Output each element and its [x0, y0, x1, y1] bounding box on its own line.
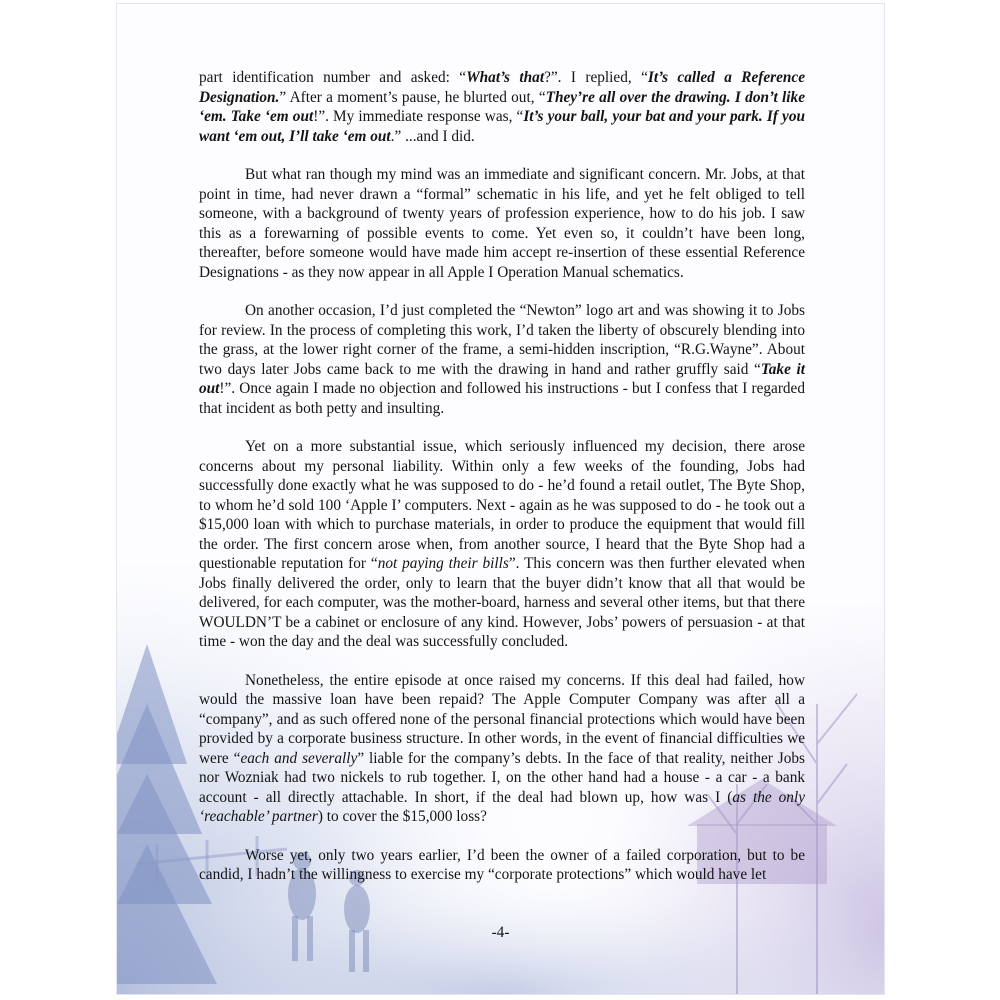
text-run: ”. This concern was then further elevated when Jobs finally delivered the order, only to learn that the buyer didn’t know that all that would be delivered, for each computer, was the mother-board, harness and several other items, but that there WOULDN’T be a cabinet or enclosure of any kind. However, Jobs’ powers of persuasion - at that time - won the day and the deal was successfully concluded. — [199, 555, 805, 650]
text-run: Worse yet, only two years earlier, I’d been the owner of a failed corporation, but to be candid, I hadn’t the willingness to exercise my “corporate protections” which would have let — [199, 846, 805, 883]
text-run: ” After a moment’s pause, he blurted out, “ — [279, 88, 546, 106]
text-run: ?”. I replied, “ — [544, 69, 648, 86]
document-page — [117, 4, 884, 994]
emphasized-text: It’s called a Reference Designation. — [199, 69, 805, 106]
paragraph — [199, 68, 805, 146]
paragraph — [199, 437, 805, 652]
text-run: ” liable for the company’s debts. In the face of that reality, neither Jobs nor Wozniak had two nickels to rub together. I, on the other hand had a house - a car - a bank account - all directly attachable. In short, if the deal had blown up, how was I ( — [199, 749, 806, 806]
text-run: !”. Once again I made no objection and followed his instructions - but I confess that I regarded that incident as both petty and insulting. — [199, 380, 805, 417]
body-text — [199, 68, 805, 904]
paragraph — [199, 301, 805, 418]
emphasized-text: Take it out — [199, 360, 805, 397]
text-run: Yet on a more substantial issue, which seriously influenced my decision, there arose concerns about my personal liability. Within only a few weeks of the founding, Jobs had successfully done exactly what he was supposed to do - he’d found a retail outlet, The Byte Shop, to whom he’d sold 100 ‘Apple I’ computers. Next - again as he was supposed to do - he took out a $15,000 loan with which to purchase materials, in order to produce the equipment that would fill the order. The first concern arose when, from another source, I heard that the Byte Shop had a questionable reputation for “ — [199, 438, 805, 572]
emphasized-text: It’s your ball, your bat and your park. If you want ‘em out, I’ll take ‘em out — [199, 108, 805, 145]
text-run: !”. My immediate response was, “ — [313, 108, 524, 125]
emphasized-text: each and severally — [240, 749, 358, 767]
emphasized-text: They’re all over the drawing. I don’t like ‘em. Take ‘em out — [199, 88, 805, 125]
paragraph — [199, 165, 805, 282]
paragraph — [199, 671, 805, 827]
paragraph — [199, 846, 805, 885]
emphasized-text: What’s that — [466, 69, 545, 86]
text-run: ) to cover the $15,000 loss? — [317, 808, 487, 825]
text-run: part identification number and asked: “ — [199, 69, 467, 86]
text-run: But what ran though my mind was an immediate and significant concern. Mr. Jobs, at that point in time, had never drawn a “formal” schematic in his life, and yet he felt obliged to tell someone, with a background of twenty years of profession experience, how to do his job. I saw this as a forewarning of possible events to come. Yet even so, it couldn’t have been long, thereafter, before someone would have made him accept re-insertion of these essential Reference Designations - as they now appear in all Apple I Operation Manual schematics. — [199, 166, 805, 281]
emphasized-text: not paying their bills — [377, 555, 509, 572]
text-run: .” ...and I did. — [390, 127, 475, 145]
emphasized-text: as the only ‘reachable’ partner — [199, 788, 805, 825]
text-run: On another occasion, I’d just completed the “Newton” logo art and was showing it to Jobs for review. In the process of completing this work, I’d taken the liberty of obscurely blending into the grass, at the lower right corner of the frame, a semi-hidden inscription, “R.G.Wayne”. About two days later Jobs came back to me with the drawing in hand and rather gruffly said “ — [199, 302, 805, 378]
text-run: Nonetheless, the entire episode at once raised my concerns. If this deal had failed, how would the massive loan have been repaid? The Apple Computer Company was after all a “company”, and as such offered none of the personal financial protections which would have been provided by a corporate business structure. In other words, in the event of financial difficulties we were “ — [199, 671, 805, 767]
page-number: -4- — [491, 924, 510, 941]
